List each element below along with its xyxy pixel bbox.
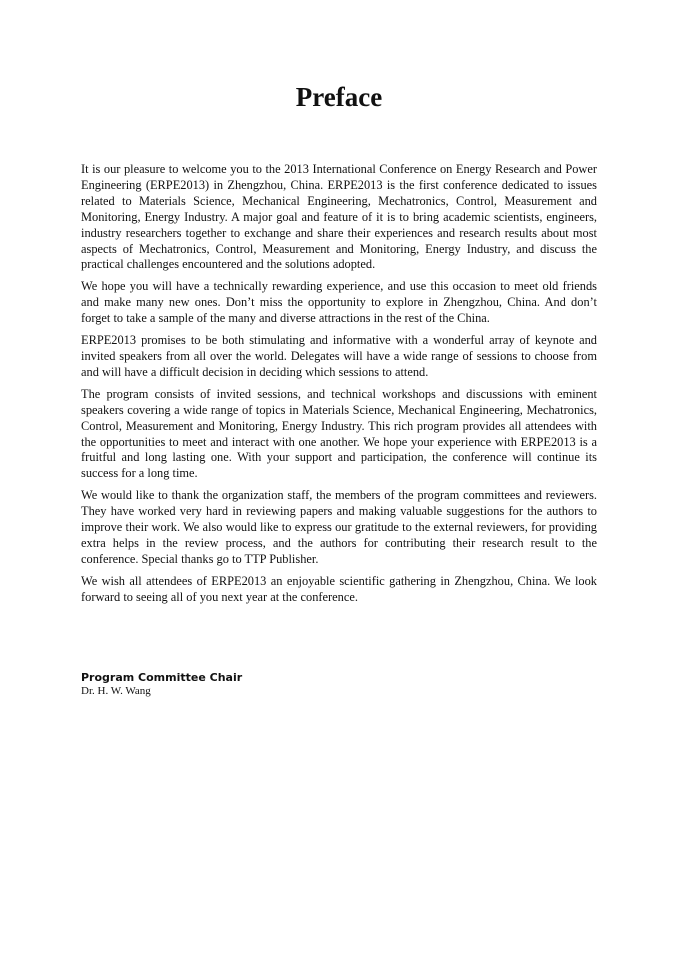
paragraph: ERPE2013 promises to be both stimulating and informative with a wonderful array of keynote and invited speakers from all over the world. Delegates will have a wide range of sessions to choose from and will have a difficult decision in deciding which sessions to attend.	[81, 333, 597, 379]
signature-role: Program Committee Chair	[81, 671, 243, 684]
paragraph: The program consists of invited sessions, and technical workshops and discussions with eminent speakers covering a wide range of topics in Materials Science, Mechanical Engineering, Mechatronics, Control, Measurement and Monitoring, Energy Industry. This rich program provides all attendees with the opportunities to meet and interact with one another. We hope your experience with ERPE2013 is a fruitful and long lasting one. With your support and participation, the conference will continue its success for a long time.	[81, 386, 597, 481]
paragraph: We would like to thank the organization staff, the members of the program committees and reviewers. They have worked very hard in reviewing papers and making valuable suggestions for the authors to improve their work. We also would like to express our gratitude to the external reviewers, for providing extra helps in the review process, and the authors for contributing their research result to the conference. Special thanks go to TTP Publisher.	[81, 488, 597, 566]
signature-block	[81, 671, 242, 698]
paragraph: It is our pleasure to welcome you to the 2013 International Conference on Energy Research and Power Engineering (ERPE2013) in Zhengzhou, China. ERPE2013 is the first conference dedicated to issues related to Materials Science, Mechanical Engineering, Mechatronics, Control, Measurement and Monitoring, Energy Industry. A major goal and feature of it is to bring academic scientists, engineers, industry researchers together to exchange and share their experiences and research results about most aspects of Mechatronics, Control, Measurement and Monitoring, Energy Industry, and discuss the practical challenges encountered and the solutions adopted.	[81, 162, 597, 272]
page-title: Preface	[295, 82, 383, 112]
paragraph: We wish all attendees of ERPE2013 an enjoyable scientific gathering in Zhengzhou, China. We look forward to seeing all of you next year at the conference.	[81, 573, 597, 604]
preface-body	[81, 162, 597, 612]
signature-name: Dr. H. W. Wang	[81, 685, 151, 697]
paragraph: We hope you will have a technically rewarding experience, and use this occasion to meet old friends and make many new ones. Don’t miss the opportunity to explore in Zhengzhou, China. And don’t forget to take a sample of the many and diverse attractions in the rest of the China.	[81, 279, 597, 326]
